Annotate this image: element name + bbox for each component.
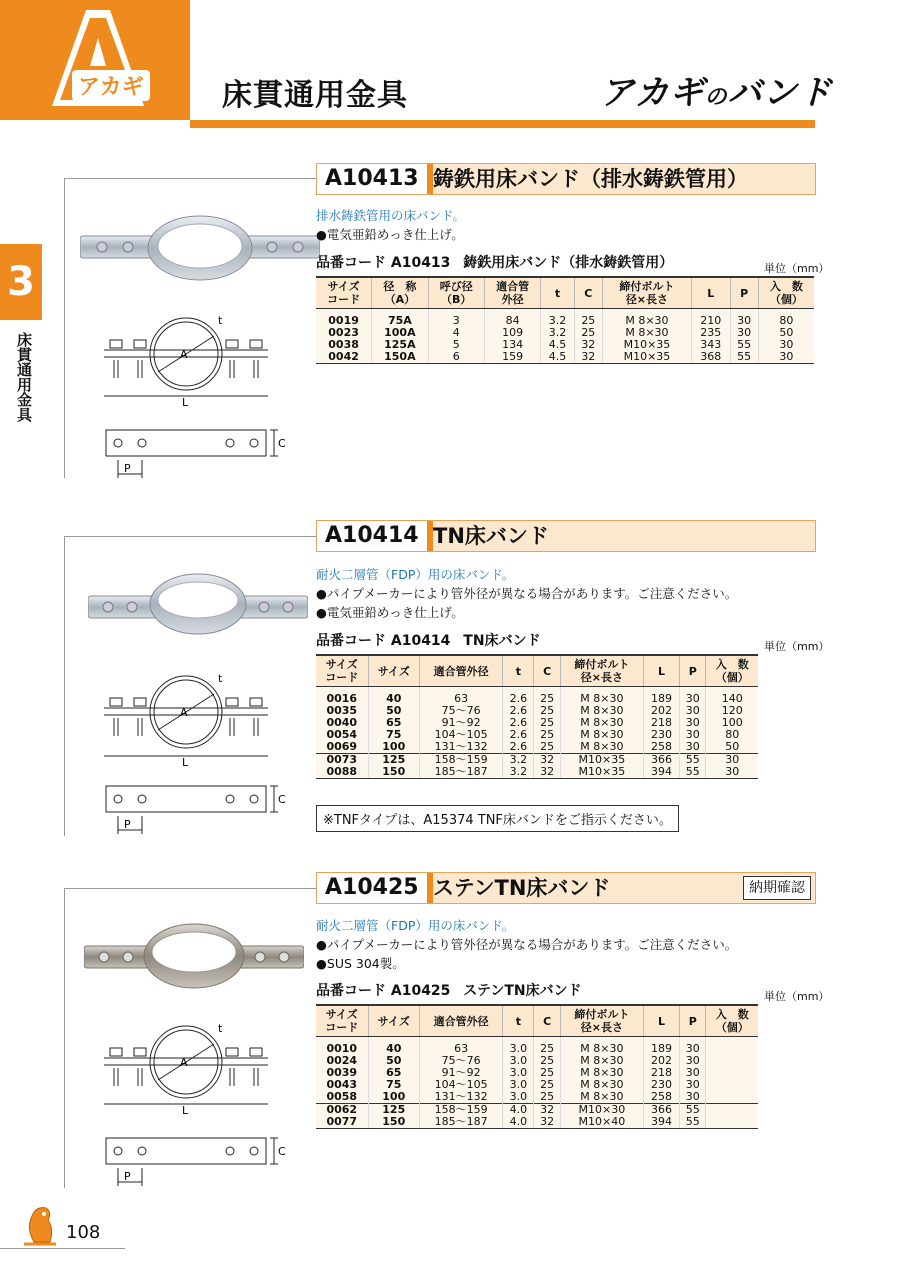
- table-cell: 30: [730, 309, 758, 328]
- table-cell: 0040: [316, 717, 368, 729]
- section-frame-top: [64, 888, 316, 889]
- column-header: t: [503, 655, 534, 687]
- table-cell: 80: [706, 729, 758, 741]
- label-p: P: [124, 818, 131, 831]
- column-header: L: [691, 277, 730, 309]
- table-cell: 25: [534, 687, 560, 706]
- table-cell: 4.0: [503, 1116, 534, 1129]
- code-line-prefix: 品番コード: [316, 255, 386, 271]
- table-cell: 258: [644, 1091, 680, 1104]
- table-cell: M 8×30: [560, 687, 643, 706]
- table-cell: [706, 1067, 758, 1079]
- table-cell: 84: [484, 309, 540, 328]
- table-cell: 230: [644, 1079, 680, 1091]
- unit-label: 単位（mm）: [764, 640, 830, 653]
- table-cell: 63: [420, 1037, 503, 1056]
- column-header: P: [680, 1005, 706, 1037]
- table-cell: 6: [428, 351, 484, 364]
- table-cell: 0073: [316, 754, 368, 767]
- table-cell: M10×35: [602, 339, 691, 351]
- table-row: [316, 1116, 758, 1129]
- table-cell: 366: [644, 1104, 680, 1117]
- table-cell: 104〜105: [420, 729, 503, 741]
- brand-tail: バンド: [727, 73, 833, 113]
- table-cell: 40: [368, 687, 420, 706]
- brand-logo: [0, 0, 190, 120]
- label-c: C: [278, 793, 286, 806]
- section-header-a10414: [316, 520, 816, 552]
- brand-main: アカギ: [600, 73, 705, 113]
- label-c: C: [278, 1145, 286, 1158]
- table-cell: 91〜92: [420, 1067, 503, 1079]
- table-cell: [706, 1079, 758, 1091]
- table-cell: 140: [706, 687, 758, 706]
- table-cell: 131〜132: [420, 1091, 503, 1104]
- band-drawing: [98, 668, 298, 838]
- product-code: A10414: [317, 521, 433, 551]
- table-row: [316, 766, 758, 779]
- table-cell: 235: [691, 327, 730, 339]
- table-cell: 0054: [316, 729, 368, 741]
- code-line-name: 鋳鉄用床バンド（排水鋳鉄管用）: [463, 255, 674, 271]
- label-l: L: [182, 1104, 189, 1117]
- table-cell: M 8×30: [560, 741, 643, 754]
- table-cell: 4.5: [541, 339, 574, 351]
- table-cell: M 8×30: [560, 717, 643, 729]
- code-line-prefix: 品番コード: [316, 633, 386, 649]
- table-row: [316, 1091, 758, 1104]
- page-header: [0, 0, 900, 128]
- table-cell: 202: [644, 705, 680, 717]
- table-cell: 75A: [372, 309, 428, 328]
- table-cell: 32: [574, 351, 602, 364]
- table-row: [316, 351, 814, 364]
- table-cell: 75〜76: [420, 705, 503, 717]
- table-cell: 185〜187: [420, 1116, 503, 1129]
- column-header: 入 数 （個）: [758, 277, 814, 309]
- table-cell: M 8×30: [560, 705, 643, 717]
- column-header: L: [644, 1005, 680, 1037]
- column-header: 呼び径 （B）: [428, 277, 484, 309]
- table-cell: 50: [368, 1055, 420, 1067]
- label-t: t: [218, 314, 223, 327]
- column-header: L: [644, 655, 680, 687]
- section-frame: [64, 536, 65, 836]
- table-cell: 25: [574, 327, 602, 339]
- table-cell: 65: [368, 1067, 420, 1079]
- table-cell: 185〜187: [420, 766, 503, 779]
- page-number: 108: [66, 1222, 101, 1243]
- label-a: A: [180, 706, 188, 719]
- table-cell: 0088: [316, 766, 368, 779]
- description-lead: 耐火二層管（FDP）用の床バンド。: [316, 918, 515, 933]
- table-cell: 218: [644, 717, 680, 729]
- table-cell: M 8×30: [560, 1067, 643, 1079]
- table-cell: 0043: [316, 1079, 368, 1091]
- table-cell: 150: [368, 1116, 420, 1129]
- column-header: 締付ボルト 径×長さ: [602, 277, 691, 309]
- table-cell: 120: [706, 705, 758, 717]
- table-cell: M 8×30: [560, 729, 643, 741]
- column-header: P: [730, 277, 758, 309]
- table-cell: 0024: [316, 1055, 368, 1067]
- table-cell: 30: [680, 1055, 706, 1067]
- table-cell: 55: [680, 766, 706, 779]
- code-line: [316, 980, 582, 1000]
- table-row: [316, 741, 758, 754]
- product-description: [316, 565, 737, 622]
- table-cell: 30: [680, 1067, 706, 1079]
- table-cell: M 8×30: [560, 1079, 643, 1091]
- table-cell: 0035: [316, 705, 368, 717]
- table-cell: 30: [680, 705, 706, 717]
- table-cell: 30: [680, 729, 706, 741]
- table-cell: 4.5: [541, 351, 574, 364]
- column-header: 適合管外径: [420, 655, 503, 687]
- table-cell: 125: [368, 1104, 420, 1117]
- table-cell: 50: [758, 327, 814, 339]
- table-cell: 100: [706, 717, 758, 729]
- label-a: A: [180, 1056, 188, 1069]
- table-cell: 125A: [372, 339, 428, 351]
- table-cell: 0062: [316, 1104, 368, 1117]
- table-cell: M10×35: [560, 754, 643, 767]
- code-line-code: A10413: [390, 255, 451, 271]
- table-row: [316, 687, 758, 706]
- label-t: t: [218, 672, 223, 685]
- unit-label: 単位（mm）: [764, 262, 830, 275]
- table-cell: 0069: [316, 741, 368, 754]
- table-cell: 210: [691, 309, 730, 328]
- description-bullet: ●パイプメーカーにより管外径が異なる場合があります。ご注意ください。: [316, 937, 738, 952]
- table-cell: 30: [706, 766, 758, 779]
- table-cell: 32: [534, 1116, 560, 1129]
- table-cell: 158〜159: [420, 1104, 503, 1117]
- table-cell: 63: [420, 687, 503, 706]
- code-line-name: TN床バンド: [463, 633, 541, 649]
- table-cell: 189: [644, 687, 680, 706]
- description-lead: 排水鋳鉄管用の床バンド。: [316, 208, 465, 223]
- spec-table: [316, 654, 758, 779]
- unit-label: 単位（mm）: [764, 990, 830, 1003]
- code-line-code: A10414: [390, 633, 451, 649]
- table-row: [316, 1037, 758, 1056]
- table-cell: 4.0: [503, 1104, 534, 1117]
- product-name: ステンTN床バンド: [433, 876, 611, 900]
- table-cell: 30: [758, 351, 814, 364]
- table-cell: 4: [428, 327, 484, 339]
- delivery-confirm-badge: 納期確認: [743, 876, 811, 900]
- description-bullet: ●電気亜鉛めっき仕上げ。: [316, 605, 464, 620]
- table-cell: 55: [730, 339, 758, 351]
- table-cell: 25: [534, 705, 560, 717]
- table-cell: 3.2: [541, 309, 574, 328]
- table-cell: 3.2: [503, 754, 534, 767]
- table-cell: 91〜92: [420, 717, 503, 729]
- table-cell: 104〜105: [420, 1079, 503, 1091]
- band-photo: [84, 922, 304, 994]
- label-c: C: [278, 437, 286, 450]
- column-header: P: [680, 655, 706, 687]
- column-header: 径 称 （A）: [372, 277, 428, 309]
- column-header: サイズ コード: [316, 1005, 368, 1037]
- column-header: C: [574, 277, 602, 309]
- table-cell: 0023: [316, 327, 372, 339]
- column-header: サイズ: [368, 655, 420, 687]
- table-cell: M 8×30: [602, 327, 691, 339]
- column-header: 締付ボルト 径×長さ: [560, 655, 643, 687]
- section-frame-top: [64, 178, 316, 179]
- table-cell: 30: [680, 687, 706, 706]
- table-cell: M10×35: [602, 351, 691, 364]
- table-cell: 2.6: [503, 687, 534, 706]
- product-code: A10413: [317, 164, 433, 194]
- mascot-icon: [20, 1198, 60, 1248]
- table-cell: 3.2: [541, 327, 574, 339]
- product-name: TN床バンド: [433, 524, 549, 548]
- table-cell: [706, 1037, 758, 1056]
- table-cell: 30: [680, 1037, 706, 1056]
- section-frame: [64, 888, 65, 1188]
- table-cell: 40: [368, 1037, 420, 1056]
- column-header: t: [541, 277, 574, 309]
- table-cell: M10×35: [560, 766, 643, 779]
- section-header-a10413: [316, 163, 816, 195]
- table-cell: 30: [680, 1079, 706, 1091]
- table-cell: 25: [534, 729, 560, 741]
- table-cell: 0019: [316, 309, 372, 328]
- table-cell: 30: [730, 327, 758, 339]
- code-line: [316, 252, 673, 272]
- table-cell: 3: [428, 309, 484, 328]
- section-frame-top: [64, 536, 316, 537]
- table-cell: 258: [644, 741, 680, 754]
- band-drawing: [98, 1018, 298, 1190]
- column-header: 適合管外径: [420, 1005, 503, 1037]
- table-cell: 366: [644, 754, 680, 767]
- table-cell: 32: [534, 1104, 560, 1117]
- description-bullet: ●電気亜鉛めっき仕上げ。: [316, 227, 464, 242]
- product-description: [316, 206, 465, 244]
- label-p: P: [124, 462, 131, 475]
- table-cell: 109: [484, 327, 540, 339]
- table-cell: 25: [534, 741, 560, 754]
- table-cell: 55: [730, 351, 758, 364]
- table-cell: 75: [368, 1079, 420, 1091]
- table-cell: 75〜76: [420, 1055, 503, 1067]
- table-cell: 25: [534, 1091, 560, 1104]
- table-cell: 50: [706, 741, 758, 754]
- section-header-a10425: [316, 872, 816, 904]
- table-cell: 0058: [316, 1091, 368, 1104]
- spec-table: [316, 1004, 758, 1129]
- chapter-tab: 3: [0, 244, 42, 320]
- table-cell: 32: [534, 754, 560, 767]
- table-cell: 30: [706, 754, 758, 767]
- table-cell: 30: [680, 1091, 706, 1104]
- table-cell: 189: [644, 1037, 680, 1056]
- band-photo: [80, 212, 320, 284]
- band-drawing: [98, 310, 298, 480]
- table-cell: 5: [428, 339, 484, 351]
- table-cell: 80: [758, 309, 814, 328]
- table-cell: 25: [574, 309, 602, 328]
- table-cell: 25: [534, 1079, 560, 1091]
- note-box: ※TNFタイプは、A15374 TNF床バンドをご指示ください。: [316, 805, 679, 832]
- table-cell: 3.0: [503, 1055, 534, 1067]
- footer-rule: [0, 1248, 125, 1249]
- table-cell: M 8×30: [560, 1037, 643, 1056]
- table-cell: 100: [368, 1091, 420, 1104]
- table-cell: 30: [758, 339, 814, 351]
- column-header: C: [534, 1005, 560, 1037]
- description-bullet: ●パイプメーカーにより管外径が異なる場合があります。ご注意ください。: [316, 586, 738, 601]
- table-cell: 2.6: [503, 717, 534, 729]
- table-cell: 125: [368, 754, 420, 767]
- table-cell: 65: [368, 717, 420, 729]
- table-cell: 159: [484, 351, 540, 364]
- table-cell: 158〜159: [420, 754, 503, 767]
- table-cell: 368: [691, 351, 730, 364]
- table-cell: 150A: [372, 351, 428, 364]
- table-cell: 394: [644, 766, 680, 779]
- table-cell: 0039: [316, 1067, 368, 1079]
- table-cell: 0038: [316, 339, 372, 351]
- product-description: [316, 916, 737, 973]
- column-header: サイズ コード: [316, 655, 368, 687]
- table-cell: 25: [534, 1067, 560, 1079]
- table-cell: 25: [534, 717, 560, 729]
- band-photo: [88, 572, 308, 640]
- label-l: L: [182, 756, 189, 769]
- code-line-name: ステンTN床バンド: [463, 983, 582, 999]
- section-frame: [64, 178, 65, 478]
- page-title: 床貫通用金具: [222, 78, 408, 113]
- label-a: A: [180, 348, 188, 361]
- table-cell: 30: [680, 741, 706, 754]
- logo-text: アカギ: [72, 70, 150, 101]
- table-cell: M 8×30: [560, 1091, 643, 1104]
- spec-table: [316, 276, 814, 364]
- title-underline: [190, 120, 815, 128]
- description-lead: 耐火二層管（FDP）用の床バンド。: [316, 567, 515, 582]
- table-cell: 230: [644, 729, 680, 741]
- table-cell: 3.0: [503, 1079, 534, 1091]
- table-cell: 134: [484, 339, 540, 351]
- table-cell: 2.6: [503, 705, 534, 717]
- table-cell: 0077: [316, 1116, 368, 1129]
- table-cell: 202: [644, 1055, 680, 1067]
- table-cell: 75: [368, 729, 420, 741]
- table-cell: 25: [534, 1037, 560, 1056]
- table-cell: 131〜132: [420, 741, 503, 754]
- table-cell: 0042: [316, 351, 372, 364]
- table-cell: 3.0: [503, 1067, 534, 1079]
- brand-no: の: [704, 85, 728, 110]
- table-cell: 32: [534, 766, 560, 779]
- description-bullet: ●SUS 304製。: [316, 956, 405, 971]
- table-cell: 3.0: [503, 1091, 534, 1104]
- table-cell: M 8×30: [560, 1055, 643, 1067]
- column-header: 適合管 外径: [484, 277, 540, 309]
- table-cell: 2.6: [503, 741, 534, 754]
- table-cell: 394: [644, 1116, 680, 1129]
- code-line: [316, 630, 541, 650]
- product-code: A10425: [317, 873, 433, 903]
- label-p: P: [124, 1170, 131, 1183]
- column-header: 入 数 （個）: [706, 655, 758, 687]
- product-name: 鋳鉄用床バンド（排水鋳鉄管用）: [433, 167, 748, 191]
- table-cell: 150: [368, 766, 420, 779]
- table-cell: 50: [368, 705, 420, 717]
- label-t: t: [218, 1022, 223, 1035]
- table-cell: 25: [534, 1055, 560, 1067]
- column-header: サイズ: [368, 1005, 420, 1037]
- table-cell: 2.6: [503, 729, 534, 741]
- table-cell: 343: [691, 339, 730, 351]
- table-cell: [706, 1116, 758, 1129]
- table-cell: [706, 1104, 758, 1117]
- label-l: L: [182, 396, 189, 409]
- table-cell: 0016: [316, 687, 368, 706]
- table-cell: 3.0: [503, 1037, 534, 1056]
- column-header: 入 数 （個）: [706, 1005, 758, 1037]
- table-row: [316, 309, 814, 328]
- column-header: サイズ コード: [316, 277, 372, 309]
- table-cell: M 8×30: [602, 309, 691, 328]
- table-cell: M10×30: [560, 1104, 643, 1117]
- brand-title: [600, 65, 833, 114]
- table-cell: 100A: [372, 327, 428, 339]
- table-cell: 3.2: [503, 766, 534, 779]
- table-cell: 55: [680, 1116, 706, 1129]
- code-line-prefix: 品番コード: [316, 983, 386, 999]
- column-header: C: [534, 655, 560, 687]
- column-header: 締付ボルト 径×長さ: [560, 1005, 643, 1037]
- table-cell: 55: [680, 754, 706, 767]
- column-header: t: [503, 1005, 534, 1037]
- table-cell: 100: [368, 741, 420, 754]
- table-cell: [706, 1055, 758, 1067]
- table-cell: [706, 1091, 758, 1104]
- table-cell: 0010: [316, 1037, 368, 1056]
- table-cell: 55: [680, 1104, 706, 1117]
- table-cell: M10×40: [560, 1116, 643, 1129]
- table-cell: 218: [644, 1067, 680, 1079]
- table-cell: 30: [680, 717, 706, 729]
- code-line-code: A10425: [390, 983, 451, 999]
- table-cell: 32: [574, 339, 602, 351]
- chapter-label: 床貫通用金具: [15, 332, 33, 422]
